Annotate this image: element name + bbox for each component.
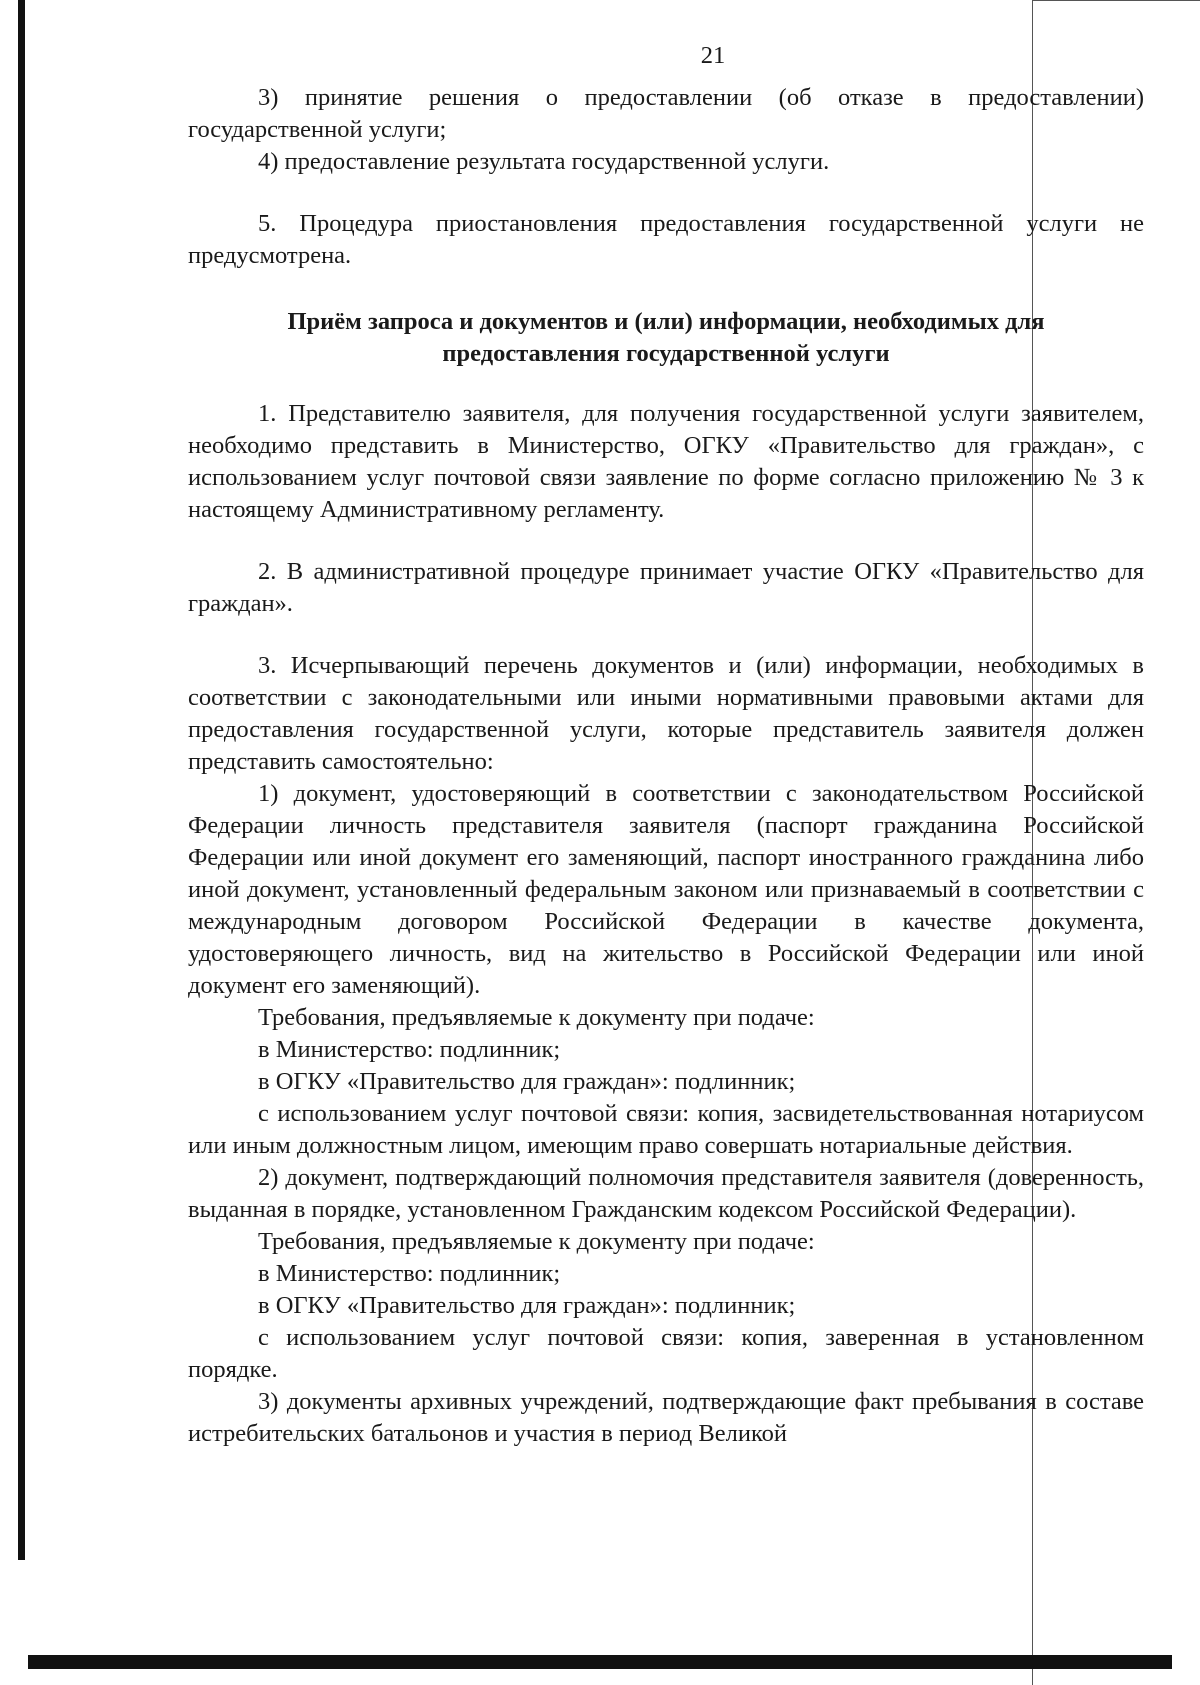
item-3-sub-1: 1) документ, удостоверяющий в соответствии с законодательством Российской Федерации личность представителя заявителя (паспорт гражданина Российской Федерации или иной документ его заменяющий, паспорт иностранного гражданина либо иной документ, установленный федеральным законом или признаваемый в соответствии с международным договором Российской Федерации в качестве документа, удостоверяющего личность, вид на жительство в Российской Федерации или иной документ его заменяющий). [188,780,1144,999]
item-3-sub-1-post: с использованием услуг почтовой связи: копия, засвидетельствованная нотариусом или иным должностным лицом, имеющим право совершать нотариальные действия. [188,1100,1144,1159]
section-heading [188,306,1144,370]
page-number: 21 [700,42,726,69]
section-heading-line-2: предоставления государственной услуги [442,340,890,367]
item-3-intro: 3. Исчерпывающий перечень документов и (или) информации, необходимых в соответствии с законодательными или иными нормативными правовыми актами для предоставления государственной услуги, которые представитель заявителя должен представить самостоятельно: [188,652,1144,775]
item-3-sub-2-requirements: Требования, предъявляемые к документу при подаче: [258,1228,815,1255]
item-3-sub-1-ministry: в Министерство: подлинник; [258,1036,561,1063]
item-3-sub-2-ministry: в Министерство: подлинник; [258,1260,561,1287]
scan-edge-top [1032,0,1200,1]
item-1: 1. Представителю заявителя, для получения государственной услуги заявителем, необходимо представить в Министерство, ОГКУ «Правительство для граждан», с использованием услуг почтовой связи заявление по форме согласно приложению № 3 к настоящему Административному регламенту. [188,400,1144,523]
scan-border-bottom [28,1655,1172,1669]
scan-border-left [18,0,25,1560]
section-heading-line-1: Приём запроса и документов и (или) информации, необходимых для [287,308,1045,335]
document-page [188,40,1144,1450]
paragraph-step-3: 3) принятие решения о предоставлении (об отказе в предоставлении) государственной услуги; [188,84,1144,143]
item-3-sub-3: 3) документы архивных учреждений, подтверждающие факт пребывания в составе истребительских батальонов и участия в период Великой [188,1388,1144,1447]
item-3-sub-2: 2) документ, подтверждающий полномочия представителя заявителя (доверенность, выданная в порядке, установленном Гражданским кодексом Российской Федерации). [188,1164,1144,1223]
item-3-sub-2-ogku: в ОГКУ «Правительство для граждан»: подлинник; [258,1292,796,1319]
paragraph-step-4: 4) предоставление результата государственной услуги. [258,148,830,175]
item-3-sub-2-post: с использованием услуг почтовой связи: копия, заверенная в установленном порядке. [188,1324,1144,1383]
item-3-sub-1-requirements: Требования, предъявляемые к документу при подаче: [258,1004,815,1031]
paragraph-5: 5. Процедура приостановления предоставления государственной услуги не предусмотрена. [188,210,1144,269]
item-3-sub-1-ogku: в ОГКУ «Правительство для граждан»: подлинник; [258,1068,796,1095]
item-2: 2. В административной процедуре принимает участие ОГКУ «Правительство для граждан». [188,558,1144,617]
